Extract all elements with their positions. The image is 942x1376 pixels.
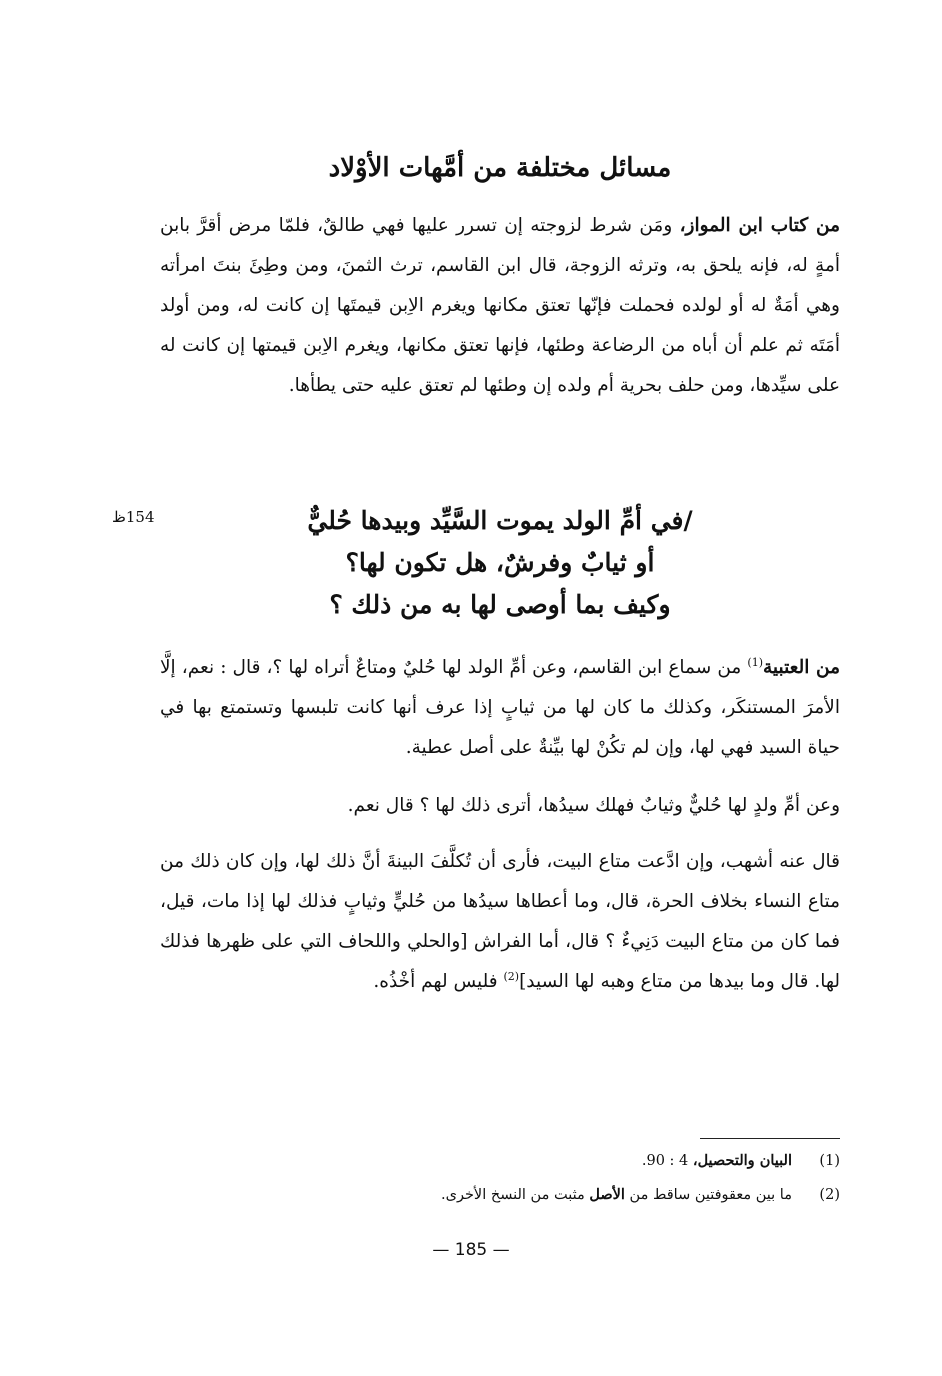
paragraph-umm-walad: وعن أمِّ ولدٍ لها حُليٌّ وثيابٌ فهلك سيدُها، أترى ذلك لها ؟ قال نعم. bbox=[347, 795, 840, 816]
paragraph-text: فليس لهم أخْذُه. bbox=[373, 971, 504, 992]
chapter-title: مسائل مختلفة من أمَّهات الأوْلاد bbox=[328, 153, 672, 183]
paragraph-text: قال عنه أشهب، وإن ادَّعت متاع البيت، فأرى أن تُكلَّفَ البينةَ أنَّ ذلك لها، وإن كان ذلك من متاع النساء بخلاف الحرة، قال، وما أعطاها سيدُها من حُليٍّ وثيابٍ فذلك لها إذا مات، قيل، فما كان من متاع البيت دَنِيءٌ ؟ قال، أما الفراش [والحلي واللحاف التي على ظهرها فذلك لها. قال وما بيدها من متاع وهبه لها السيد] bbox=[160, 851, 840, 992]
footnote-ref: (1) bbox=[747, 655, 763, 669]
footnotes bbox=[360, 1144, 840, 1212]
page-number: — 185 — bbox=[432, 1240, 510, 1260]
paragraph-ibn-al-mawwaz bbox=[160, 206, 840, 406]
source-lead: من العتبية bbox=[762, 657, 840, 678]
footnote-ref: (2) bbox=[503, 969, 520, 983]
paragraph-text: من سماع ابن القاسم، وعن أمِّ الولد لها حُليٌ ومتاعٌ أتراه لها ؟، قال : نعم، إلَّا الأمرَ المستنكَر، وكذلك ما كان لها من ثيابٍ إذا عرف أنها كانت تلبسها وتستمتع بها في حياة السيد فهي لها، وإن لم تكُنْ لها بيِّنةٌ على أصل عطية. bbox=[160, 657, 840, 758]
footnote-text: مثبت من النسخ الأخرى. bbox=[441, 1187, 590, 1203]
footnote-number: (2) bbox=[819, 1187, 840, 1203]
paragraph-ashhab bbox=[160, 842, 840, 1002]
heading-line: أو ثيابٌ وفرشٌ، هل تكون لها؟ bbox=[345, 548, 655, 577]
footnote-source: الأصل bbox=[589, 1186, 625, 1203]
footnote-number: (1) bbox=[819, 1153, 840, 1169]
footnote-source: البيان والتحصيل، bbox=[692, 1152, 792, 1169]
paragraph-text: ومَن شرط لزوجته إن تسرر عليها فهي طالقٌ، فلمّا مرض أقرَّ بابن أمةٍ له، فإنه يلحق به، وترثه الزوجة، قال ابن القاسم، ترث الثمنَ، ومن وطِئَ بنتَ امرأته وهي أمَةٌ له أو لولده فحملت فإنّها تعتق مكانها ويغرم الاِبن قيمتَها إن كانت له، ومن أولد أمَتَه ثم علم أن أباه من الرضاعة وطئها، فإنها تعتق مكانها، ويغرم الاِبن قيمتها إن كانت له على سيِّدها، ومن حلف بحرية أم ولده إن وطئها لم تعتق عليه حتى يطأها. bbox=[160, 215, 840, 396]
manuscript-folio-note: 154ظ bbox=[112, 508, 155, 526]
heading-line: وكيف بما أوصى لها به من ذلك ؟ bbox=[329, 590, 671, 619]
footnote-2 bbox=[360, 1178, 840, 1212]
footnote-1 bbox=[360, 1144, 840, 1178]
source-lead: من كتاب ابن المواز، bbox=[679, 215, 840, 236]
section-heading bbox=[160, 500, 840, 626]
footnote-text: ما بين معقوفتين ساقط من bbox=[624, 1187, 792, 1203]
footnote-divider bbox=[700, 1138, 840, 1139]
heading-line: /في أمِّ الولد يموت السَّيِّد وبيدها حُليٌّ bbox=[307, 506, 693, 535]
paragraph-utbiyya bbox=[160, 648, 840, 768]
footnote-text: 4 : 90. bbox=[641, 1153, 693, 1169]
